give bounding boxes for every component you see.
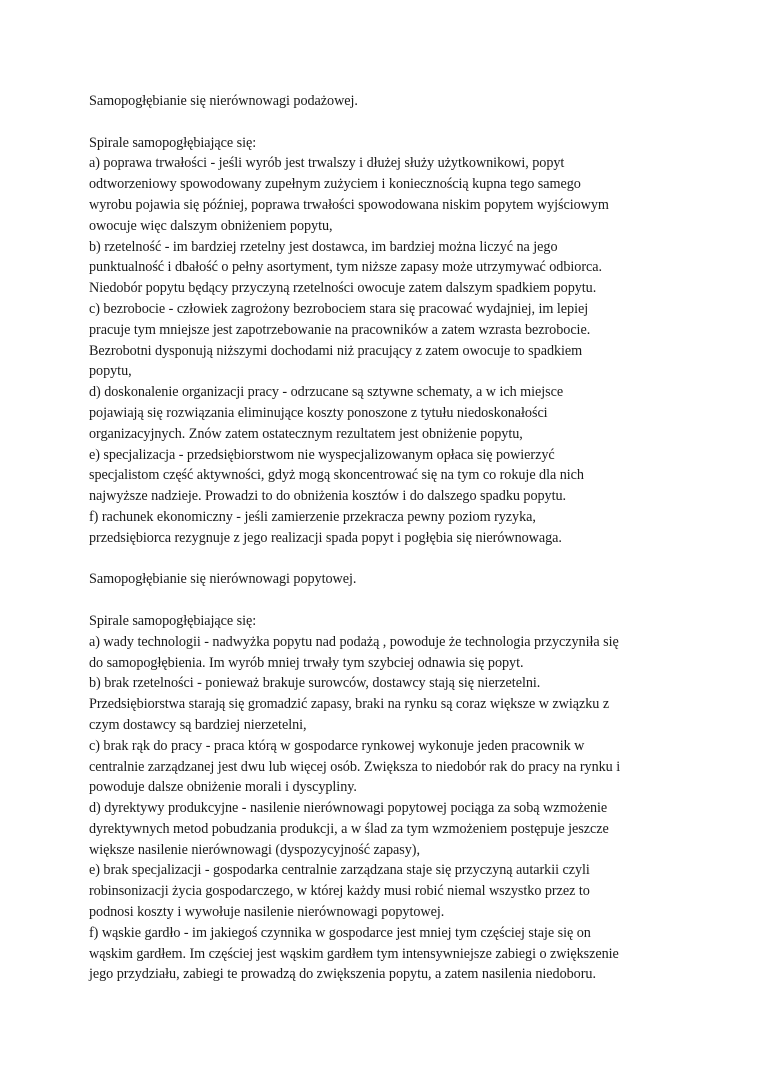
text-line: organizacyjnych. Znów zatem ostatecznym rezultatem jest obniżenie popytu,	[89, 425, 523, 442]
text-line: najwyższe nadzieje. Prowadzi to do obniżenia kosztów i do dalszego spadku popytu.	[89, 488, 567, 505]
text-line: wyrobu pojawia się później, poprawa trwałości spowodowana niskim popytem wyjściowym	[89, 196, 609, 213]
text-line: Przedsiębiorstwa starają się gromadzić zapasy, braki na rynku są coraz większe w związku z	[89, 696, 610, 713]
text-line: c) bezrobocie - człowiek zagrożony bezrobociem stara się pracować wydajniej, im lepiej	[89, 300, 589, 317]
text-line: wąskim gardłem. Im częściej jest wąskim gardłem tym intensywniejsze zabiegi o zwiększenie	[89, 945, 619, 962]
text-line: Bezrobotni dysponują niższymi dochodami niż pracujący z zatem owocuje to spadkiem	[89, 342, 583, 359]
text-line: Spirale samopogłębiające się:	[89, 612, 257, 629]
text-line: pojawiają się rozwiązania eliminujące koszty ponoszone z tytułu niedoskonałości	[89, 404, 548, 421]
section-title-demand: Samopogłębianie się nierównowagi popytowej.	[89, 571, 357, 588]
text-line: podnosi koszty i wywołuje nasilenie nierównowagi popytowej.	[89, 904, 445, 921]
text-line: większe nasilenie nierównowagi (dyspozycyjność zapasy),	[89, 841, 420, 858]
text-line: f) rachunek ekonomiczny - jeśli zamierzenie przekracza pewny poziom ryzyka,	[89, 508, 536, 525]
text-line: Spirale samopogłębiające się:	[89, 134, 257, 151]
text-line: a) poprawa trwałości - jeśli wyrób jest trwalszy i dłużej służy użytkownikowi, popyt	[89, 155, 565, 172]
paragraph-gap	[89, 112, 679, 133]
text-line: pracuje tym mniejsze jest zapotrzebowanie na pracowników a zatem wzrasta bezrobocie.	[89, 321, 591, 338]
text-line: popytu,	[89, 363, 132, 380]
text-line: a) wady technologii - nadwyżka popytu nad podażą , powoduje że technologia przyczyniła się	[89, 633, 619, 650]
text-line: specjalistom część aktywności, gdyż mogą skoncentrować się na tym co rokuje dla nich	[89, 467, 584, 484]
text-line: przedsiębiorca rezygnuje z jego realizacji spada popyt i pogłębia się nierównowaga.	[89, 529, 562, 546]
text-line: owocuje więc dalszym obniżeniem popytu,	[89, 217, 333, 234]
text-line: odtworzeniowy spowodowany zupełnym zużyciem i koniecznością kupna tego samego	[89, 176, 581, 193]
text-line: e) brak specjalizacji - gospodarka centralnie zarządzana staje się przyczyną autarkii czyli	[89, 862, 590, 879]
text-line: jego przydziału, zabiegi te prowadzą do zwiększenia popytu, a zatem nasilenia niedoboru.	[89, 966, 596, 983]
text-line: d) dyrektywy produkcyjne - nasilenie nierównowagi popytowej pociąga za sobą wzmożenie	[89, 800, 608, 817]
document-body	[89, 91, 679, 985]
text-line: powoduje dalsze obniżenie morali i dyscypliny.	[89, 779, 357, 796]
text-line: c) brak rąk do pracy - praca którą w gospodarce rynkowej wykonuje jeden pracownik w	[89, 737, 585, 754]
text-line: Niedobór popytu będący przyczyną rzetelności owocuje zatem dalszym spadkiem popytu.	[89, 280, 597, 297]
text-line: punktualność i dbałość o pełny asortyment, tym niższe zapasy może utrzymywać odbiorca.	[89, 259, 602, 276]
text-line: b) brak rzetelności - ponieważ brakuje surowców, dostawcy stają się nierzetelni.	[89, 675, 541, 692]
text-line: robinsonizacji życia gospodarczego, w której każdy musi robić niemal wszystko przez to	[89, 883, 590, 900]
text-line: dyrektywnych metod pobudzania produkcji, a w ślad za tym wzmożeniem postępuje jeszcze	[89, 820, 609, 837]
text-line: czym dostawcy są bardziej nierzetelni,	[89, 716, 307, 733]
section-demand-body	[89, 611, 679, 985]
paragraph-gap	[89, 549, 679, 570]
section-title-supply: Samopogłębianie się nierównowagi podażowej.	[89, 93, 358, 109]
text-line: d) doskonalenie organizacji pracy - odrzucane są sztywne schematy, a w ich miejsce	[89, 384, 564, 401]
text-line: b) rzetelność - im bardziej rzetelny jest dostawca, im bardziej można liczyć na jego	[89, 238, 558, 255]
text-line: centralnie zarządzanej jest dwu lub więcej osób. Zwiększa to niedobór rak do pracy na rynku i	[89, 758, 621, 775]
section-supply-body	[89, 133, 679, 549]
paragraph-gap	[89, 590, 679, 611]
text-line: f) wąskie gardło - im jakiegoś czynnika w gospodarce jest mniej tym częściej staje się on	[89, 924, 591, 941]
text-line: e) specjalizacja - przedsiębiorstwom nie wyspecjalizowanym opłaca się powierzyć	[89, 446, 555, 463]
text-line: do samopogłębienia. Im wyrób mniej trwały tym szybciej odnawia się popyt.	[89, 654, 524, 671]
